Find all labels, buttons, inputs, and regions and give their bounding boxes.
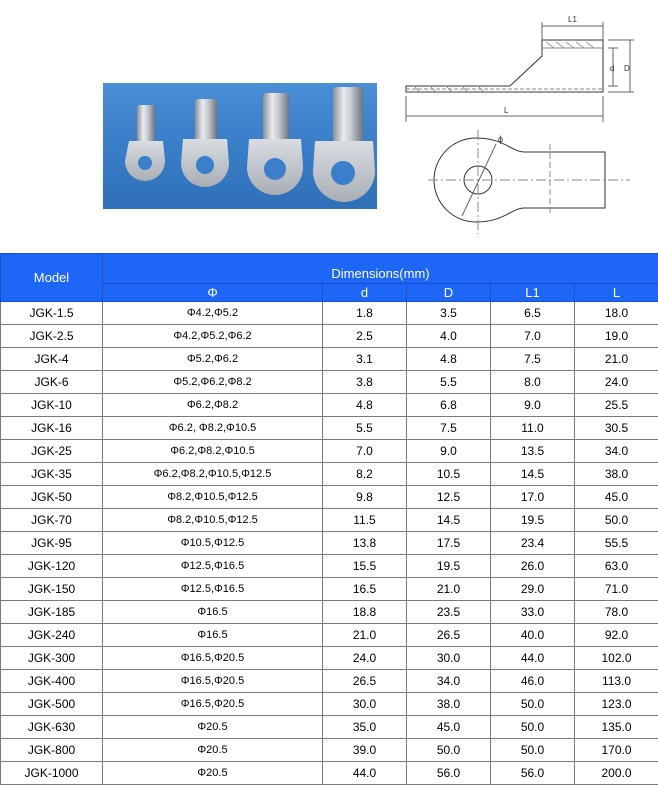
cell-model: JGK-35 [1, 463, 103, 486]
header-dimensions: Dimensions(mm) [103, 254, 658, 284]
header-l: L [575, 284, 658, 302]
cell-d: 15.5 [323, 555, 407, 578]
cell-phi: Φ12.5,Φ16.5 [103, 555, 323, 578]
table-body [1, 302, 658, 785]
cell-phi: Φ16.5 [103, 624, 323, 647]
cell-l1: 33.0 [491, 601, 575, 624]
cell-phi: Φ12.5,Φ16.5 [103, 578, 323, 601]
cell-l: 19.0 [575, 325, 658, 348]
cell-phi: Φ4.2,Φ5.2,Φ6.2 [103, 325, 323, 348]
cell-model: JGK-500 [1, 693, 103, 716]
cable-lugs-illustration [103, 83, 377, 209]
side-view [406, 22, 634, 122]
cell-l: 50.0 [575, 509, 658, 532]
cell-model: JGK-1.5 [1, 302, 103, 325]
label-d-big: D [624, 64, 630, 73]
cell-d: 5.5 [323, 417, 407, 440]
product-photo [103, 83, 377, 209]
cell-d: 13.8 [323, 532, 407, 555]
cell-l: 34.0 [575, 440, 658, 463]
cell-D: 34.0 [407, 670, 491, 693]
header-d: d [323, 284, 407, 302]
cell-l1: 50.0 [491, 716, 575, 739]
cell-phi: Φ20.5 [103, 762, 323, 785]
table-row [1, 762, 658, 785]
cell-D: 19.5 [407, 555, 491, 578]
header-l1: L1 [491, 284, 575, 302]
cell-D: 45.0 [407, 716, 491, 739]
cell-phi: Φ5.2,Φ6.2,Φ8.2 [103, 371, 323, 394]
cell-D: 3.5 [407, 302, 491, 325]
cell-l1: 8.0 [491, 371, 575, 394]
table-row [1, 509, 658, 532]
label-l: L [504, 106, 509, 115]
cell-model: JGK-4 [1, 348, 103, 371]
cell-l1: 19.5 [491, 509, 575, 532]
cell-phi: Φ16.5 [103, 601, 323, 624]
cell-model: JGK-25 [1, 440, 103, 463]
cell-D: 7.5 [407, 417, 491, 440]
cell-D: 50.0 [407, 739, 491, 762]
label-phi: ϕ [498, 134, 503, 144]
cell-phi: Φ6.2,Φ8.2,Φ10.5,Φ12.5 [103, 463, 323, 486]
cell-phi: Φ16.5,Φ20.5 [103, 693, 323, 716]
cell-phi: Φ20.5 [103, 716, 323, 739]
cell-l: 200.0 [575, 762, 658, 785]
cell-model: JGK-800 [1, 739, 103, 762]
table-row [1, 486, 658, 509]
cell-model: JGK-150 [1, 578, 103, 601]
cell-d: 8.2 [323, 463, 407, 486]
cell-D: 12.5 [407, 486, 491, 509]
table-row [1, 532, 658, 555]
cell-l: 92.0 [575, 624, 658, 647]
cell-l1: 7.5 [491, 348, 575, 371]
cell-D: 5.5 [407, 371, 491, 394]
table-row [1, 440, 658, 463]
cell-model: JGK-16 [1, 417, 103, 440]
cell-l1: 13.5 [491, 440, 575, 463]
cell-l1: 6.5 [491, 302, 575, 325]
cell-D: 10.5 [407, 463, 491, 486]
cell-l1: 11.0 [491, 417, 575, 440]
cell-l1: 9.0 [491, 394, 575, 417]
cell-l1: 46.0 [491, 670, 575, 693]
cell-model: JGK-50 [1, 486, 103, 509]
table-row [1, 302, 658, 325]
cell-model: JGK-240 [1, 624, 103, 647]
cell-l: 63.0 [575, 555, 658, 578]
cell-D: 4.0 [407, 325, 491, 348]
cell-l: 170.0 [575, 739, 658, 762]
cell-phi: Φ8.2,Φ10.5,Φ12.5 [103, 486, 323, 509]
cell-D: 4.8 [407, 348, 491, 371]
cell-l: 38.0 [575, 463, 658, 486]
specification-table [0, 253, 658, 785]
cell-phi: Φ6.2,Φ8.2,Φ10.5 [103, 440, 323, 463]
cell-l: 25.5 [575, 394, 658, 417]
lug-1 [125, 105, 165, 181]
cell-l1: 56.0 [491, 762, 575, 785]
cell-d: 44.0 [323, 762, 407, 785]
cell-D: 21.0 [407, 578, 491, 601]
table-row [1, 578, 658, 601]
cell-l: 55.5 [575, 532, 658, 555]
cell-l: 113.0 [575, 670, 658, 693]
cell-phi: Φ6.2, Φ8.2,Φ10.5 [103, 417, 323, 440]
cell-model: JGK-120 [1, 555, 103, 578]
header-phi: Φ [103, 284, 323, 302]
cell-model: JGK-2.5 [1, 325, 103, 348]
cell-D: 38.0 [407, 693, 491, 716]
label-d-small: d [610, 64, 614, 73]
table-row [1, 417, 658, 440]
cell-l: 135.0 [575, 716, 658, 739]
table-row [1, 601, 658, 624]
cell-d: 7.0 [323, 440, 407, 463]
cell-l1: 26.0 [491, 555, 575, 578]
cell-l1: 40.0 [491, 624, 575, 647]
cell-model: JGK-1000 [1, 762, 103, 785]
cell-phi: Φ16.5,Φ20.5 [103, 647, 323, 670]
cell-phi: Φ5.2,Φ6.2 [103, 348, 323, 371]
cell-D: 6.8 [407, 394, 491, 417]
cell-d: 11.5 [323, 509, 407, 532]
table-row [1, 348, 658, 371]
cell-D: 17.5 [407, 532, 491, 555]
cell-l: 123.0 [575, 693, 658, 716]
cell-l: 102.0 [575, 647, 658, 670]
cell-phi: Φ20.5 [103, 739, 323, 762]
table-row [1, 647, 658, 670]
cell-d: 16.5 [323, 578, 407, 601]
cell-D: 23.5 [407, 601, 491, 624]
cell-phi: Φ6.2,Φ8.2 [103, 394, 323, 417]
cell-l: 18.0 [575, 302, 658, 325]
cell-d: 24.0 [323, 647, 407, 670]
cell-d: 18.8 [323, 601, 407, 624]
table-row [1, 463, 658, 486]
cell-l1: 23.4 [491, 532, 575, 555]
technical-drawing [400, 12, 640, 244]
cell-model: JGK-6 [1, 371, 103, 394]
header-D: D [407, 284, 491, 302]
cell-d: 3.1 [323, 348, 407, 371]
cell-l1: 7.0 [491, 325, 575, 348]
cell-D: 14.5 [407, 509, 491, 532]
cell-d: 30.0 [323, 693, 407, 716]
cell-d: 39.0 [323, 739, 407, 762]
cell-d: 1.8 [323, 302, 407, 325]
cell-d: 35.0 [323, 716, 407, 739]
cell-D: 26.5 [407, 624, 491, 647]
table-row [1, 394, 658, 417]
top-view [428, 130, 630, 234]
label-l1: L1 [568, 15, 577, 24]
table-row [1, 670, 658, 693]
cell-model: JGK-10 [1, 394, 103, 417]
cell-model: JGK-630 [1, 716, 103, 739]
cell-D: 9.0 [407, 440, 491, 463]
cell-phi: Φ8.2,Φ10.5,Φ12.5 [103, 509, 323, 532]
cell-l: 78.0 [575, 601, 658, 624]
cell-d: 4.8 [323, 394, 407, 417]
cell-l1: 29.0 [491, 578, 575, 601]
cell-model: JGK-300 [1, 647, 103, 670]
table-row [1, 693, 658, 716]
table-row [1, 624, 658, 647]
cell-phi: Φ4.2,Φ5.2 [103, 302, 323, 325]
cell-l1: 50.0 [491, 739, 575, 762]
cell-D: 30.0 [407, 647, 491, 670]
cell-model: JGK-185 [1, 601, 103, 624]
lug-2 [181, 99, 229, 187]
cell-l1: 44.0 [491, 647, 575, 670]
lug-3 [247, 93, 303, 195]
cell-l: 45.0 [575, 486, 658, 509]
cell-l: 71.0 [575, 578, 658, 601]
cell-phi: Φ16.5,Φ20.5 [103, 670, 323, 693]
cell-d: 2.5 [323, 325, 407, 348]
lug-4 [313, 87, 375, 202]
cell-phi: Φ10.5,Φ12.5 [103, 532, 323, 555]
cell-D: 56.0 [407, 762, 491, 785]
cell-d: 3.8 [323, 371, 407, 394]
header-model: Model [1, 254, 103, 302]
table-row [1, 739, 658, 762]
table-row [1, 555, 658, 578]
cell-l: 24.0 [575, 371, 658, 394]
cell-l1: 50.0 [491, 693, 575, 716]
cell-model: JGK-400 [1, 670, 103, 693]
cell-l1: 14.5 [491, 463, 575, 486]
cell-d: 9.8 [323, 486, 407, 509]
table-row [1, 325, 658, 348]
table-row [1, 371, 658, 394]
cell-d: 21.0 [323, 624, 407, 647]
cell-model: JGK-95 [1, 532, 103, 555]
cell-l: 21.0 [575, 348, 658, 371]
cell-d: 26.5 [323, 670, 407, 693]
cell-l: 30.5 [575, 417, 658, 440]
cell-model: JGK-70 [1, 509, 103, 532]
cell-l1: 17.0 [491, 486, 575, 509]
table-row [1, 716, 658, 739]
